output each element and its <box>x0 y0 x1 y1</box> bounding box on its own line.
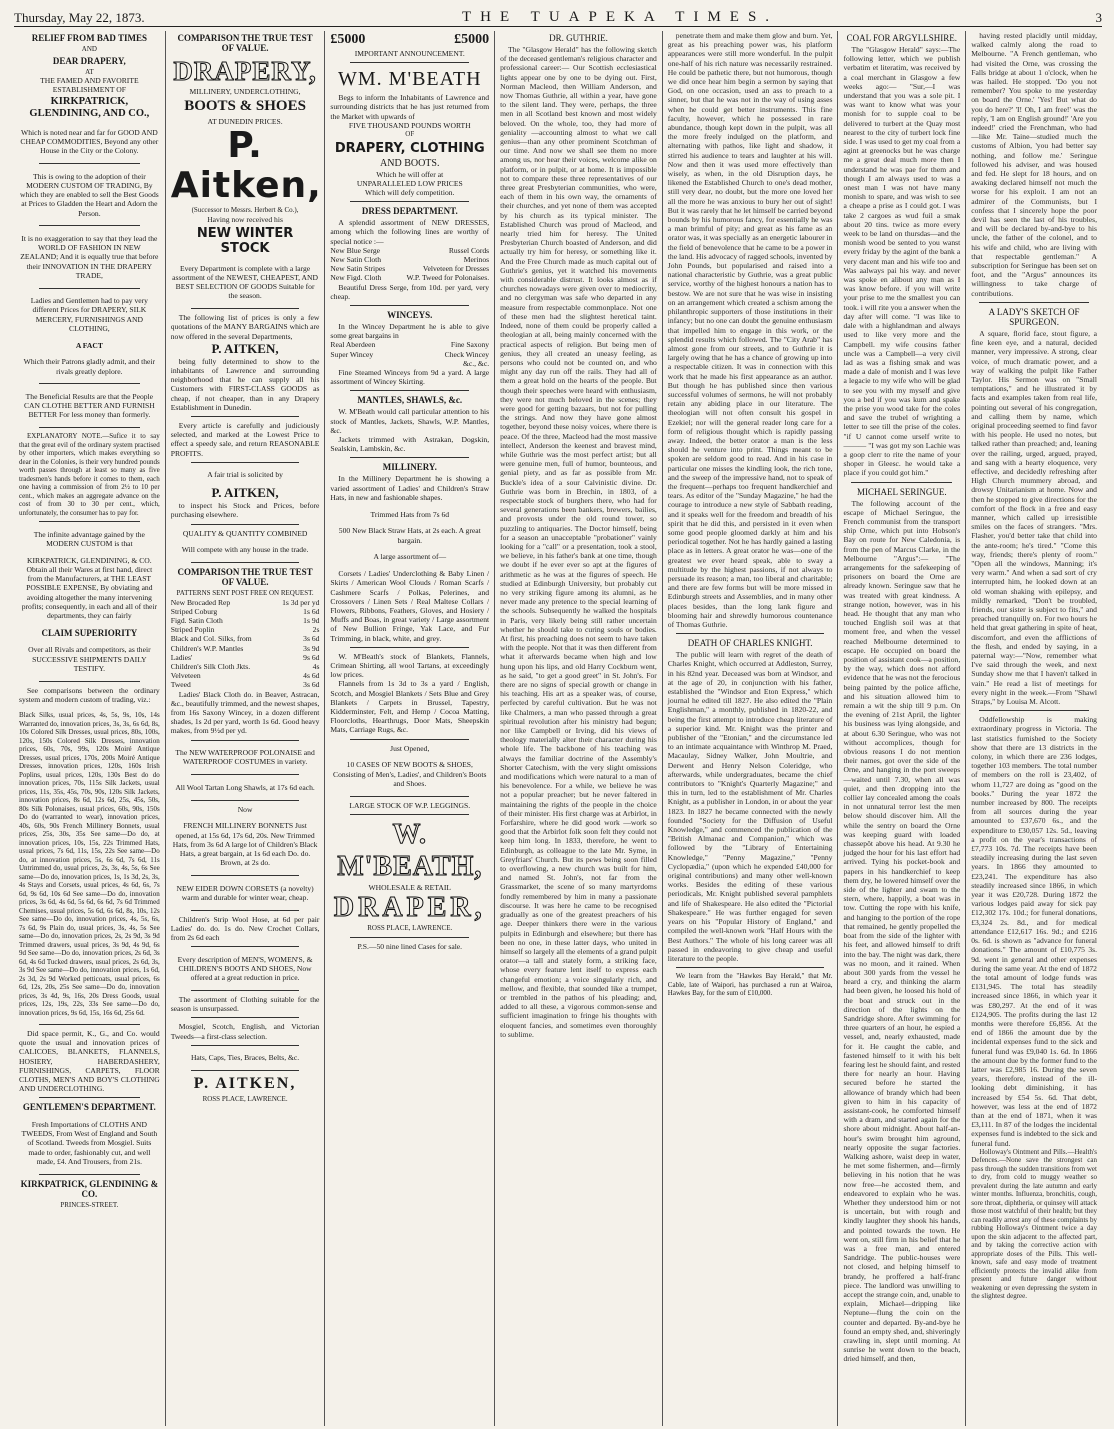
ad-text: QUALITY & QUANTITY COMBINED <box>182 528 308 538</box>
ad-paragraph: Hats, Caps, Ties, Braces, Belts, &c. <box>190 1053 300 1063</box>
price-value: 2s <box>312 625 320 635</box>
price-value: 1s 6d <box>303 606 320 616</box>
list-item: Velveteen for Dresses <box>422 264 490 274</box>
column-guthrie-article <box>495 31 663 1426</box>
ad-text: IMPORTANT ANNOUNCEMENT. <box>354 49 465 58</box>
ad-text: Which will defy competition. <box>365 187 455 197</box>
price-list: Black Silks, usual prices, 4s, 5s, 9s, 10s, 14s Warranted do, innovation prices, 3s, 3s, 6s 6d, 8s, 10s Colored Silk Dresses, usual prices, 80s, 100s, 120s, 150s Colored Silk Dresses, innovation prices, 60s, 70s, 99s, 120s Moiré Antique Dresses, usual prices, 170s, 200s Moiré Antique Dresses, innovation prices, 120s, 160s Irish Poplins, usual prices, 120s, 130s Best do do innovation prices, 70s, 115s Silk Jackets, usual prices, 11s, 35s, 45s, 70s, 90s, 120s Silk Jackets, innovation prices, 8s 6d, 12s 6d, 25s, 45s, 50s, 80s Silk Polonaises, usual prices, 60s, 90s, 150s Do do (warranted to wear), innovation prices, 40s, 60s, 90s French Millinery Bonnets, usual prices, 25s, 30s, 35s See same—Do do, at innovation prices, 10s, 15s, 22s Trimmed Hats, usual prices, 7s 6d, 11s, 15s, 22s See same—Do do, at innovation prices, 5s, 6s 6d, 7s 6d, 11s Untrimmed do, usual prices, 2s, 3s, 4s, 5s, 6s See same—Do do, innovation prices, 1s, 1s 3d, 2s, 3s, 4s Stays and Corsets, usual prices, 4s 6d, 6s, 7s 6d, 9s 6d, 10s 6d See same—Do do, innovation prices, 3s 6d, 4s 6d, 5s 6d, 6s 6d, 7s 6d Trimmed Chemises, usual prices, 5s 6d, 6s 6d, 8s, 10s, 12s See same—Do do, innovation prices, 4s, 5s, 6s, 7s 6d, 9s Plain do, usual prices, 3s, 4s, 5s See same—Do do, innovation prices, 2s, 2s 9d, 3s 9d Trimmed drawers, usual prices, 3s 9d, 4s 9d, 6s 9d See same—Do do, innovation prices, 2s 6d, 3s 6d, 4s 6d Tucked drawers, usual prices, 2s 6d, 3s, 3s 9d See same—Do do, innovation prices, 1s 6d, 2s 3d, 2s 9d Worked petticoats, usual prices, 6s 6d, 12s, 20s, 25s See same—Do do, innovation prices, 3s 4d, 9s, 16s, 20s Dress Goods, usual prices, 12s, 19s, 22s, 33s See same—Do do, innovation prices, 9s 6d, 15s, 16s 6d, 25s 6d. <box>19 711 160 1017</box>
ad-text: AND <box>81 45 97 53</box>
article-body: having rested placidly until midday, walked calmly along the road to Melbourne. "A French gentleman, who had visited the Orne, was crossing the Falls bridge at about 1 o'clock, when he was hailed. He stopped. 'Do you not remember? You spoke to me yesterday on board the Orne.' 'Yes! But what do you do here?' 'I! Oh, I am free!' was the reply, 'I am on English ground!' 'Are you indeed!' cried the Frenchman, who had—like Mr. Taine—studied much the customs of Albion, 'you had better say nothing, and follow me.' Seringue followed his adviser, and was housed and fed. He slept for 18 hours, and on awaking declared himself not much the worse for his exploit. I am not an admirer of the Communists, but I confess that I sincerely hope the poor devil has seen the last of his troubles, and will be declared by-and-bye to his uncle, the father of the colonel, and to his wife and child, who are living with that respectable gentleman." A subscription for Seringue has been set on foot, and the "Argus" announces its willingness to take charge of contributions. <box>971 31 1097 298</box>
list-item: Fine Saxony <box>450 340 490 350</box>
ad-paragraph: It is no exaggeration to say that they lead the WORLD OF FASHION IN NEW ZEALAND; And it is equally true that before their INNOVATION IN THE DRAPERY TRADE, <box>20 234 159 280</box>
columns <box>14 31 1102 1426</box>
ad-paragraph: NEW EIDER DOWN CORSETS (a novelty) warm and durable for winter wear, cheap. <box>176 883 314 902</box>
ad-paragraph: Which is noted near and far for GOOD AND CHEAP COMMODITIES, Beyond any other House in the City or the Colony. <box>20 128 159 156</box>
ad-heading: DRAPERY, CLOTHING <box>334 140 485 156</box>
price-item: Tweed <box>170 680 191 690</box>
ad-paragraph: Fresh Importations of CLOTHS AND TWEEDS, From West of England and South of Scotland. Tweeds from Mosgiel. Suits made to order, fashionably cut, and well made, £4. And Trousers, from 21s. <box>21 1120 158 1166</box>
list-item: &c., &c. <box>462 358 490 368</box>
list-row <box>330 350 489 359</box>
price-row <box>171 616 320 625</box>
aitken-name: P. Aitken, <box>170 125 322 207</box>
ad-heading: MILLINERY. <box>382 462 437 473</box>
ad-paragraph: The infinite advantage gained by the MODERN CUSTOM is that <box>33 529 145 548</box>
ad-text: Now <box>237 804 253 814</box>
holloway-ad: Holloway's Ointment and Pills.—Health's Defences.—None save the strongest can pass through the sudden transitions from wet to dry, from cold to muggy weather so prevalent during the late autumn and early winter months. Influenza, bronchitis, cough, sore throat, diphtheria, or quinsey will attack those most watchful of their health; but they can readily arrest any of these complaints by rubbing Holloway's Ointment twice a day upon the skin adjacent to the affected part, and by taking the corrective action with appropriate doses of the Pills. This well-known, safe and easy mode of treatment efficiently protects the invalid alike from present and future danger without weakening or even depressing the system in the slightest degree. <box>971 1147 1097 1301</box>
price-row <box>171 653 320 662</box>
list-row <box>330 264 489 273</box>
article-title: DR. GUTHRIE. <box>549 33 608 43</box>
price-item: New Brocaded Rep <box>170 597 231 607</box>
list-item: Real Aberdeen <box>330 340 376 350</box>
ad-heading: NEW WINTER STOCK <box>196 226 294 257</box>
ad-heading: BOOTS & SHOES <box>184 98 306 115</box>
price-value: 3s 6d <box>303 680 320 690</box>
ad-paragraph: See comparisons between the ordinary system and modern custom of trading, viz.: <box>19 685 160 704</box>
ad-paragraph: A splendid assortment of NEW DRESSES, among which the following lines are worthy of special notice :— <box>330 218 490 246</box>
list-row <box>330 246 489 255</box>
ad-text: (Successor to Messrs. Herbert & Co.), <box>191 206 299 215</box>
ad-text: UNPARALLELED LOW PRICES <box>356 178 463 188</box>
ad-heading: DRESS DEPARTMENT. <box>361 206 458 217</box>
article-title: COAL FOR ARGYLLSHIRE. <box>846 33 958 43</box>
ad-text: Which he will offer at <box>376 169 444 179</box>
ad-heading: GENTLEMEN'S DEPARTMENT. <box>22 1102 156 1113</box>
aitken-name: P. AITKEN, <box>193 1075 297 1093</box>
explanatory-note: EXPLANATORY NOTE.—Sufice it to say that the great evil of the ordinary system practised by other importers, which makes everything so dear in the Colonies, is their very hundred pounds worth passes through at least so many as five tradesmen's hands before it comes to them, each one having a commission of from 2½ to 10 per cent., which makes an aggregate advance on the cost of from 30 to 30 per cent., which, unfortunately, the consumer has to pay for. <box>19 432 160 517</box>
aitken-name: P. AITKEN, <box>211 485 279 501</box>
ad-text: THE FAMED AND FAVORITE <box>40 76 139 85</box>
price-row <box>171 607 320 616</box>
list-item: New Satin Stripes <box>330 264 386 274</box>
price-value: 1s 3d per yd <box>282 597 320 607</box>
page-number: 3 <box>1095 10 1102 25</box>
ad-paragraph: being fully determined to show to the inhabitants of Lawrence and surrounding neighborhood that he can supply all his Customers with FIRST-CLASS GOODS as cheap, if not cheaper, than in any Drapery Establishment in Dunedin. <box>170 356 320 412</box>
ad-heading: CLAIM SUPERIORITY <box>41 627 138 638</box>
ad-paragraph: Trimmed Hats from 7s 6d <box>370 509 450 519</box>
article-title: DEATH OF CHARLES KNIGHT. <box>687 638 813 649</box>
masthead <box>14 4 1102 27</box>
article-body: The public will learn with regret of the death of Charles Knight, which occurred at Addleston, Surrey, in his 82nd year. Deceased was born at Windsor, and at the age of 20, in conjunction with his father, established the "Windsor and Eton Express," which journal he edited till 1827. He also edited the "Plain Englishman," a monthly, published in 1820-22, and being the first attempt to introduce cheap literature of a superior kind. Mr. Knight was the printer and publisher of the "Etonian," and the circumstance led to an intimate acquaintance with Winthrop M. Praed, Macaulay, Sidney Walker, John Moultrie, and Derwent and Henry Nelson Coleridge, who afterwards, while undergraduates, became the chief contributors to "Knight's Quarterly Magazine;" and this in turn, led to the establishment of Mr. Charles Knight, as a publisher in London, in or about the year 1823. In 1827 he became connected with the newly founded "Society for the Diffusion of Useful Knowledge," and commenced the publication of the "British Almanac and Companion," which was followed by the "Library of Entertaining Knowledge," "Penny Magazine," "Penny Cyclopædia," (upon which he expended £40,000 for original contributions) and many other well-known works. Besides the editing of these various periodicals, Mr. Knight published several pamphlets and life of Shakespeare. He also edited the "Pictorial Shakespeare." He was further engaged for seven years on his "Popular History of England," and compiled the well-known work "Half Hours with the Best Authors." The whole of his long career was all passed in endeavoring to give cheap and useful literature to the people. <box>667 650 833 963</box>
price-item: Striped Poplin <box>170 625 215 635</box>
mbeath-name: W. M'BEATH, <box>337 818 483 882</box>
ad-paragraph: Over all Rivals and competitors, as their SUCCESSIVE SHIPMENTS DAILY TESTIFY. <box>28 645 151 673</box>
ad-text: Just Opened, <box>390 743 430 753</box>
list-item: W.P. Tweed for Polonaises. <box>406 273 490 283</box>
ad-text: WHOLESALE & RETAIL <box>368 882 452 892</box>
item-list: Corsets / Ladies' Underclothing & Baby Linen / Skirts / American Wool Clouds / Roman Scarfs / Cashmere Scarfs / Polkas, Pelerines, and Crossovers / Linen Sets / Real Maltese Collars / Flowers, Ribbons, Feathers, Gloves, and Hosiery / Muffs and Boas, in great variety / Large assortment of New Bullion Fringe, Yak Lace, and Fur Trimming, in black, white, and grey. <box>330 569 490 643</box>
ad-paragraph: Fine Steamed Winceys from 9d a yard. A large assortment of Wincey Skirting. <box>330 367 490 387</box>
ad-paragraph: Ladies and Gentlemen had to pay very different Prices for DRAPERY, SILK MERCERY, FURNISHINGS AND CLOTHING, <box>30 296 148 333</box>
ad-paragraph: Jackets trimmed with Astrakan, Dogskin, Sealskin, Lambskin, &c. <box>330 434 490 454</box>
pound-figure: £5000 <box>330 32 366 47</box>
ad-paragraph: Beautiful Dress Serge, from 10d. per yard, very cheap. <box>330 282 490 301</box>
ad-paragraph: Ladies' Black Cloth do. in Beaver, Astracan, &c., beautifully trimmed, and the newest shapes, from 16s Saxony Wincey, in a dozen different shades, 1s 2d per yard, worth 1s 6d. Good heavy makes, from 9½d per yd. <box>170 689 320 736</box>
list-item: Russel Cords <box>448 245 490 255</box>
price-table <box>171 598 320 690</box>
ad-paragraph: Every article is carefully and judiciously selected, and marked at the Lowest Price to effect a speedy sale, and return REASONABLE PROFITS. <box>170 420 320 458</box>
price-row <box>171 644 320 653</box>
article-title: MICHAEL SERINGUE. <box>857 486 947 497</box>
column-aitken-ad <box>166 31 326 1426</box>
ad-text: MILLINERY, UNDERCLOTHING, <box>189 87 301 96</box>
ad-paragraph: A fair trial is solicited by <box>207 470 283 480</box>
article-body: The "Glasgow Herald" has the following sketch of the deceased gentleman's religious character and professional career:— Our Scottish ecclesiastical lights appear one by one to be dying out. First, Norman Macleod, then William Anderson, and now Thomas Guthrie, all within a year, have gone to the silent land. They were, perhaps, the three men in all Scotland best known and most widely beloved. On the whole, too, they had more of geniality —accounting almost to what we call genius—than any other prominent Scotchman of our time. And now we shall see them no more among us, nor hear their voices, welcome alike on platform, or in pulpit, or at home. It is impossible not to compare these three representatives of our three great Presbyterian communities, who were, each of them in his own way, the ornaments of their churches, and yet none of them was accepted by his church as its typical minister. The Established Church was proud of Macleod, and nearly tried him for heresy. The United Presbyterian Church boasted of Anderson, and did actually try him for heresy, or something like it. And the Free Church made as much capital out of Guthrie's genius, yet it watched his movements with considerable distrust. It looks almost as if churches nowadays were given over to mediocrity, and no clergyman was safe who departed in any measure from respectable commonplace. Not one of these men had the slightest heretical taint. Indeed, none of them could be properly called a theologian at all, being mainly concerned with the practical aspects of religion. But being men of genius, they all created an uneasy feeling, as persons who could not be counted on, and who might any day run off the rails. They had all of them a great hold on the hearts of the people. But though their speeches were heard with enthusiasm, they were not much beloved in the scenes; they were good for getting bazaars, but not for pulling the strings. And now they have gone almost together, beyond these noisy voices, where there is peace. Of the three, Macleod had the most massive intellect, Anderson the keenest and bravest mind, while Guthrie was the most perfect artist; but all were genuine men, full of humor, bounteous, and genial piety, and as far as possible from Mr. Buckle's idea of a sour Calvinistic divine. Dr. Guthrie was born in Brechin, in 1803, of a respectable stock of burghers there, who had for several generations been bankers, brewers, bailies, and provosts under the old round tower, so puzzling to antiquaries. The Doctor himself, being for a season an unacceptable "probationer" vainly looking for a "call" or a presentation, took a stool, we believe, in his father's bank at one time, though we doubt if he ever ever so apt at the figures of arithmetic as he was at the figures of speech. He studied at Edinburgh University, but probably cut no very striking figure among its alumni, as he never made any pretence to the special learning of the schools. Subsequently he walked the hospitals in Paris, very likely being still rather uncertain whether he should take to curing souls or bodies. At first, his preaching does not seem to have taken with the people. Not that it was then different from what it afterwards became when high and low hung upon his lips, and old Harry Cockburn went, as he said, "to get a good greet" in St. John's. For there are no signs of special growth or change in his teaching. His art as a speaker was, of course, perfected by careful cultivation. But he was not like Chalmers, a man who passed through a great spiritual revolution after his ministry had begun; nor like Campbell or Irving, did his views of theology materially alter their character during his whole life. The backbone of his teaching was always the familiar doctrine of the Assembly's Shorter Catechism, with the very slight omissions and modifications which were natural to a man of his benevolence. For a while, we believe he was not a popular preacher; but he never faltered in maintaining the rights of the people in the choice of their minister. His first charge was at Arbirlot, in Forfarshire, where he did good work —work so good that the Arbirlot folk soon felt they could not keep him long. In 1833, therefore, he went to Edinburgh, as colleague to the late Mr. Syme, in Greyfriars' Church. But its pews being soon filled to overflowing, a new church was built for him, and named St. John's, not far from the Grassmarket, the scene of so many martyrdoms fondly remembered by him in many a passionate discourse. It was here he came to be recognised gradually as one of the greatest preachers of his age. Deeper thinkers there were in the various pulpits in Edinburgh and elsewhere; but there has been no one, in these latter days, who united in himself so largely all the elements of a grand pulpit orator—a tall and stately form, a striking face, whose every feature lent itself to express each changeful emotion; a voice singularly rich, and mellow, and flexible, that sounded like a trumpet, or trembled in the pathos of his pleading; and, added to all these, a vigorous common-sense and sufficient imagination to fringe his thoughts with eloquent fancies, and sometimes even thoroughly to sublime. <box>500 45 657 1039</box>
mbeath-name: WM. M'BEATH <box>338 68 482 91</box>
dress-list <box>330 246 489 283</box>
ad-paragraph: The assortment of Clothing suitable for the season is unsurpassed. <box>170 995 320 1014</box>
article-title: A LADY'S SKETCH OF SPURGEON. <box>988 306 1080 327</box>
list-row <box>330 273 489 282</box>
ad-text: ROSS PLACE, LAWRENCE. <box>367 924 453 933</box>
firm-name: KIRKPATRICK, GLENDINING & CO. <box>20 1178 159 1199</box>
ad-paragraph: 500 New Black Straw Hats, at 2s each. A great bargain. <box>338 526 481 545</box>
draper-heading: DRAPER, <box>333 892 486 924</box>
list-item: New Satin Cloth <box>330 254 382 264</box>
pound-figure: £5000 <box>454 32 490 47</box>
ad-text: Having now received his <box>207 214 283 224</box>
ad-text: A FACT <box>75 340 103 350</box>
price-row <box>171 625 320 634</box>
price-item: Black and Col. Silks, from <box>170 634 252 644</box>
ad-text: PATTERNS SENT POST FREE ON REQUEST. <box>176 589 314 598</box>
ad-heading: RELIEF FROM BAD TIMES <box>31 33 147 43</box>
ad-paragraph: KIRKPATRICK, GLENDINING, & CO. Obtain all their Wares at first hand, direct from the Manufacturers, at THE LEAST POSSIBLE EXPENSE, By obviating and avoiding altogether the many intervening profits; consequently, in each and all of their departments, they can fairly <box>21 555 158 621</box>
ad-heading: WINCEYS. <box>387 309 433 320</box>
price-row <box>171 662 320 671</box>
wincey-list <box>330 340 489 368</box>
column-mbeath-ad <box>325 31 495 1426</box>
list-item: Merinos <box>463 254 490 264</box>
price-row <box>171 680 320 689</box>
price-value: 9s 6d <box>303 652 320 662</box>
ad-text: AND BOOTS. <box>380 157 440 169</box>
list-item: New Figd. Cloth <box>330 273 382 283</box>
price-item: Ladies' <box>170 652 193 662</box>
ad-paragraph: The NEW WATERPROOF POLONAISE and WATERPROOF COSTUMES in variety. <box>175 748 315 767</box>
price-value: 3s 6d <box>303 634 320 644</box>
ad-paragraph: FRENCH MILLINERY BONNETS Just opened, at 15s 6d, 17s 6d, 20s. New Trimmed Hats, from 3s 6d A large lot of Children's Black Hats, a great bargain, at 1s 6d each Do. do. Brown, at 2s do. <box>172 821 318 868</box>
ad-text: PRINCES-STREET. <box>60 1200 119 1209</box>
ad-paragraph: This is owing to the adoption of their MODERN CUSTOM OF TRADING, By which they are enabled to sell the Best Goods at Prices to Gladden the Heart and Adorn the Person. <box>19 171 159 218</box>
ad-paragraph: Mosgiel, Scotch, English, and Victorian Tweeds—a first-class selection. <box>170 1022 320 1041</box>
list-item: Super Wincey <box>330 349 374 359</box>
column-spurgeon-oddfellows <box>966 31 1102 1426</box>
ad-heading: COMPARISON THE TRUE TEST OF VALUE. <box>177 567 313 588</box>
ad-heading: COMPARISON THE TRUE TEST OF VALUE. <box>177 33 313 53</box>
ad-paragraph: The following list of prices is only a few quotations of the MANY BARGAINS which are now offered in the several Departments, <box>170 313 320 341</box>
article-body: penetrate them and make them glow and burn. Yet, great as his preaching power was, his platform appearances were still more wonderful. In the pulpit one-half of his rich nature was necessarily restrained. He could be pathetic there, but not humorous, though we did once hear him begin a sermon by saying that God, on one occasion, used an ass to preach to a sinner, but that he was not in the way of using asses when he could get better instruments. This fine faculty, however, which he possessed in rare abundance, though kept down in the pulpit, was all the more freely indulged on the platform, and alternating with pathos, like light and shadow, it stirred his audience to tears and laughter at his will. Now and then it was used more effectively than wisely, as when, in the old Disruption days, he likened the Established Church to one's dead mother, still very dear, no doubt, but the more one loved her all the more he was anxious to bury her out of sight! But it was rarely that he let himself be carried beyond bounds by his humorous fancy, for essentially he was a man brimful of pity; and great as his fame as an orator was, it was specially as an energetic labourer in the field of benevolence that he came to be a power in the land. His advocacy of ragged schools, invented by John Pounds, but popularised and raised into a national characteristic by Guthrie, was a great public service, worthy of the highest honours a nation has to bestow. We are not sure that he was wise in insisting on an arrangement which created a schism among the philanthropic supporters of those institutions in their infancy; but no one can doubt the genuine enthusiasm that impelled him to engage in this work, or the splendid results which followed. The "City Arab" has almost gone from our streets, and to Guthrie it is largely owing that he has a chance of growing up into a respectable citizen. It was in connection with this work that he made his first appearance as an author. But though he has published since then various successful volumes of sermons, he will not probably retain any abiding place in our literature. The theologian will not often consult his gospel in Ezekiel; nor will the general reader long care for a form of religious thought which is rapidly passing away. Indeed, the better orator a man is the less should he venture into print. Things meant to be spoken are seldom good to read. And in his case in particular one misses the kindling look, the rich tone, and the sweep of the impressive hand, not to speak of the frequent—perhaps too frequent handkerchief and tears. As editor of the "Sunday Magazine," he had the courage to introduce a new style of Sabbath reading, and it speaks well for the freedom and breadth of his spirit that he did this, and persisted in it even when some good people gloomed darkly at him and his periodical together. Not he has hardly gained a lasting place as in letters. A great orator he was—one of the greatest we ever heard speak, able to sway a multitude by the highest passions, if not always to persuade its reason; a man, too liberal and charitable; and there are few forms but will be more missed in Edinburgh streets and Assemblies, and in many other places besides, than the long lank figure and blooming hair and shrewdly humorous countenance of Thomas Guthrie. <box>667 31 833 629</box>
ad-paragraph: Children's Strip Wool Hose, at 6d per pair Ladies' do. do. 1s do. New Crochet Collars, from 2s 6d each <box>170 914 320 943</box>
list-item: New Blue Serge <box>330 245 381 255</box>
drapery-heading: DRAPERY, <box>173 56 317 86</box>
list-row <box>330 340 489 349</box>
ad-heading: DEAR DRAPERY, <box>52 55 126 66</box>
ad-paragraph: Begs to inform the Inhabitants of Lawrence and surrounding districts that he has just returned from the Market with upwards of <box>330 93 490 121</box>
ad-paragraph: Did space permit, K., G., and Co. would quote the usual and innovation prices of CALICOES, BLANKETS, FLANNELS, HOSIERY, HABERDASHERY, FURNISHINGS, CARPETS, FLOOR CLOTHS, MEN'S AND BOY'S CLOTHING AND UNDERCLOTHING. <box>19 1029 160 1094</box>
ad-paragraph: Every Department is complete with a large assortment of the NEWEST, CHEAPEST, AND BEST SELECTION OF GOODS Suitable for the season. <box>172 263 319 301</box>
article-body: The following account of the escape of Michael Seringue, the French communist from the transport ship Orne, which put into Hobson's Bay on route for New Caledonia, is from the pen of Marcus Clarke, in the Melbourne "Argus":— "The arrangements for the safekeeping of prisoners on board the Orne are already known. Seringue saw that he was treated with great kindness. A strange notion, however, was in his head. He thought that any man who touched English soil was at that moment free, and when the vessel reached Melbourne determined to escape. He occupied on board the position of assistant cook—a position, by the way, which does not afford evidence that he was not the ferocious being painted by the police affiche, and his situation allowed him to remain a wit the ship till 9 p.m. On the evening of 21st April, the lighter his business was lying alongside, and at about 6.30 Seringue, who was not without accomplices, though for obvious reasons I do not mention their names, got over the side of the Orne, and hanging in the port sweeps—waited until 7.30, when all was quiet, and then dropping into the collier lay concealed among the coals in not unnatural terror lest the men below should discover him. All the while the sentry on board the Orne was keeping guard with loaded chassepôt above his head. At 9.30 he judged the hour for his last effort had arrived. Tying his pocket-book and papers in his handkerchief to keep them dry, he lowered himself over the side of the lighter and swam to the stern, where, happily, a boat was in tow. Cutting the rope with his knife, and hanging to the portion of the rope that remained, he gently propelled the boat from the side of the lighter with his feet, and allowed himself to drift into the bay. The night was dark, there was no moon, and it rained. When about 300 yards from the vessel he heard a cry, and thinking the alarm had been given, he loosed his hold of the boat and struck out in the direction of the lights on the Sandridge shore. After swimming for three quarters of an hour, he espied a vessel, and, nearly exhausted, made for it. He caught the cable, and fastened himself to it with his belt fearing lest he should faint, and rested there for nearly an hour. Having secured before he started the allowance of brandy which had been given to him in his capacity of assistant-cook, he comforted himself with a dram, and started again for the shore about midnight. About half-an-hour's swim brought him aground, nearly opposite the sugar factories. Walking ashore, waist deep in water, he met some fishermen, and—firmly believing in his notion that he was now free—he accosted them, and endeavored to explain who he was. Whether they understood him or not is uncertain, but with rough and kindly laughter they shook his hands, and pointed towards the town. He went on, still firm in his belief that he was a free man, and entered Sandridge. The public-houses were not closed, and helping himself to brandy, he proffered a half-franc piece. The landlord was unwilling to accept the strange coin, and, unable to explain, Michael—dripping like Neptune—flung the coin on the counter and departed. By-and-bye he found an empty shed, and, shiveringly crawling in, slept until morning. At sunrise he went down to the beach, dried himself, and then, <box>843 498 961 1364</box>
ad-text: ESTABLISHMENT OF <box>52 85 126 95</box>
masthead-title: THE TUAPEKA TIMES. <box>462 9 779 25</box>
ad-paragraph: Which their Patrons gladly admit, and their rivals greatly deplore. <box>23 357 156 376</box>
price-value: 4s 6d <box>303 671 320 681</box>
ad-paragraph: to inspect his Stock and Prices, before purchasing elsewhere. <box>170 501 320 520</box>
price-row <box>171 634 320 643</box>
price-item: Figd. Satin Cloth <box>170 616 223 626</box>
masthead-date: Thursday, May 22, 1873. <box>14 10 145 25</box>
ad-paragraph: The Beneficial Results are that the People CAN CLOTHE BETTER AND FURNISH BETTER For less money than formerly. <box>23 392 155 420</box>
list-row <box>330 359 489 368</box>
ad-paragraph: W. M'Beath would call particular attention to his stock of Mantles, Jackets, Shawls, W.P. Mantles, &c. <box>330 407 490 435</box>
firm-name: KIRKPATRICK, GLENDINING, AND CO., <box>29 96 150 120</box>
ad-paragraph: W. M'Beath's stock of Blankets, Flannels, Crimean Shirting, all wool Tartans, at exceedingly low prices. <box>330 651 490 680</box>
price-item: Striped Coburg <box>170 606 218 616</box>
ad-text: AT <box>85 67 94 76</box>
price-value: 3s 9d <box>303 643 320 653</box>
price-row <box>171 671 320 680</box>
price-value: 4s <box>312 662 320 672</box>
ad-paragraph: 10 CASES OF NEW BOOTS & SHOES, Consisting of Men's, Ladies', and Children's Boots and Shoes. <box>333 760 487 788</box>
column-kirkpatrick-ad <box>14 31 166 1426</box>
ad-paragraph: In the Wincey Department he is able to give some great bargains in <box>330 321 490 341</box>
ad-paragraph: Will compete with any house in the trade. <box>181 545 309 555</box>
price-item: Velveteen <box>170 671 201 681</box>
article-body: Oddfellowship is making extraordinary progress in Victoria. The last statistics furnished to the Society show that there are 13 districts in the colony, in which there are 236 lodges, together 103 members. The total number of members on the roll is 23,402, of whom 11,727 are doing as "good on the books." During the year 1872 the number increased by 800. The receipts from all sources during the year amounted to £37,670 6s., and the expenditure to £30,057 12s. 5d., leaving a profit on the year's transactions of £7,773 10s. 7d. The receipts have been steadily increasing during the last seven years. In 1866 they amounted to £23,241. The expenditure has also steadily increased since 1866, in which year it was £20,728. During 1872 the various lodges paid away for sick pay £12,302 17s. 10d.; for funeral donations, £3,324 2s. 8d., and for medical attendance £12,617 16s. 9d.; and £216 0s. 6d. is shown as "advance for funeral donations." The amount of £10,775 3s. 9d. went in general and other expenses during the same year. At the end of 1872 the total amount of lodge funds was £131,945. The total has steadily increased since 1866, in which year it was £80,297. At the end of it was £124,905. The profits during the last 12 months were therefore £6,856. At the end of 1866 the amount due by the incidental expenses fund to the sick and funeral fund was £9,040 1s. 6d. In 1866 the amount due by the former fund to the latter was £2,985 16. During the seven years, therefore, instead of the ill-looking debt diminishing, it has increased by £54 5s. 6d. That debt, however, was less at the end of 1872 than at the end of 1871, when it was £3,111. In 87 of the lodges the incidental expenses fund is indebted to the sick and funeral fund. <box>971 715 1097 1148</box>
ad-paragraph: All Wool Tartan Long Shawls, at 17s 6d each. <box>175 782 315 792</box>
article-body: The "Glasgow Herald" says:—The following letter, which we publish verbatim et literatim, was received by a coal merchant in Glasgow a few weeks ago:— "Sur,—I was understand that you was a sole pit. I was want to know what was your monish for to supple coal to be delivered to turbert at the Quay most nearest to the city of turbert lock fine side. I was used to get my coal from a agint at greenocks but he was charge me a great deal much more then I understand he was pae for them and though I am always used to was a onest man I was not have many monish to spare, and was wish to see a cheape a prise as I could got. I was take 2 cargoes as wud fuil a smak about 20 tins. twice as more every week to be land on thursdas—and the monish wood be sented to you wanst every friday by the agint of the bank a very dacent man and his wife too and Was aalways pai his way. and never was spoke en alibout any man as I was know before. if you will write your prise to me the smallest you can took. i will rite you a answer when the day after will come. "I was like to dale with a highlandman and always used to like very more and the Campbell. my wife cousins father uncle was a Campbell—a very civil lad as was a fishing smak and was made a dale of monish and I was leve a legacie to my wife who will be glad to see you with my myself and give you a bed if you was kum and spake the prise you wood take for the coles and save the trubel of wrighting a letter to see till the prise of the coles. "if U cannot come urself write to ——— "I was got my son Lachie was a goop clerr to rite the name of your shoper in Gleesc. he would take a place if you could got him." <box>843 45 961 478</box>
ad-text: AT DUNEDIN PRICES. <box>207 117 283 127</box>
column-guthrie-knight <box>663 31 839 1426</box>
ad-heading: MANTLES, SHAWLS, &c. <box>357 395 463 406</box>
price-row <box>171 598 320 607</box>
ad-text: P.S.—50 nine lined Cases for sale. <box>357 941 463 951</box>
ad-paragraph: Flannels from 1s 3d to 3s a yard / English, Scotch, and Mosgiel Blankets / Sets Blue and Grey Blankets / Carpets in Brussel, Tapestry, Kidderminster, Felt, and Hemp / Cocoa Matting, Floorcloths, Hearthrugs, Door Mats, Sheepskin Mats, Carriage Rugs, &c. <box>330 679 490 735</box>
list-item: Check Wincey <box>444 349 490 359</box>
ad-text: LARGE STOCK OF W.P. LEGGINGS. <box>349 800 471 810</box>
article-body: A square, florid face, stout figure, a fine keen eye, and a natural, decided manner, very impressive. A strong, clear voice, of much dramatic power, and a way of walking the pulpit like Father Taylor. His Sermon was on "Small temptations," and he illustrated it by facts and examples taken from real life, pointing out several of his congregation, and calling them by name, which original proceeding seemed to find favor with his people. He used no notes, but talked rather than preached; and, leaning over the railing, urged, argued, prayed, and sang with a hearty eloquence, very effective, and decidedly refreshing after High Church mummery abroad, and drowsy Unitarianism at home. Now and then he stopped to give directions for the comfort of the flock in a free and easy manner, which called up irresistible smiles on the faces of strangers. "Mrs. Flasher, you'd better take that child into the ante-room; he's tired." "Come this way, friends; there's plenty of room." "Open all the windows, Manning; it's very warm." And when a sad sort of cry interrupted him, he looked down at an old woman shaking with epilepsy, and mildly remarked, "Don't be troubled, friends, our sister is subject to fits," and preached tranquilly on. For two hours he held that great gathering in spite of heat, discomfort, and even the afflictions of the flesh, and ended by saying, in a paternal way:—"Now, remember what I've said through the week, and next Sunday show me that I haven't talked in vain." He read a list of meetings for every night in the week.—From "Shawl Straps," by Louisa M. Alcott. <box>971 328 1097 707</box>
ad-paragraph: In the Millinery Department he is showing a varied assortment of Ladies' and Children's Straw Hats, in new and fashionable shapes. <box>330 474 490 502</box>
aitken-name: P. AITKEN, <box>211 340 279 356</box>
price-item: Children's Silk Cloth Jkts. <box>170 662 251 672</box>
ad-paragraph: A large assortment of— <box>373 552 447 562</box>
ad-text: FIVE THOUSAND POUNDS WORTH <box>348 120 471 130</box>
price-value: 1s 9d <box>303 616 320 626</box>
news-note: We learn from the "Hawkes Bay Herald," that Mr. Cable, late of Waipori, has purchased a run at Wairoa, Hawkes Bay, for the sum of £10,000. <box>667 972 833 998</box>
price-item: Children's W.P. Mantles <box>170 643 244 653</box>
ad-paragraph: Every description of MEN'S, WOMEN'S, & CHILDREN'S BOOTS AND SHOES, Now offered at a great reduction in price. <box>177 954 313 983</box>
ad-text: OF <box>405 130 415 139</box>
ad-text: ROSS PLACE, LAWRENCE. <box>202 1095 288 1104</box>
list-row <box>330 255 489 264</box>
column-coal-seringue <box>838 31 966 1426</box>
